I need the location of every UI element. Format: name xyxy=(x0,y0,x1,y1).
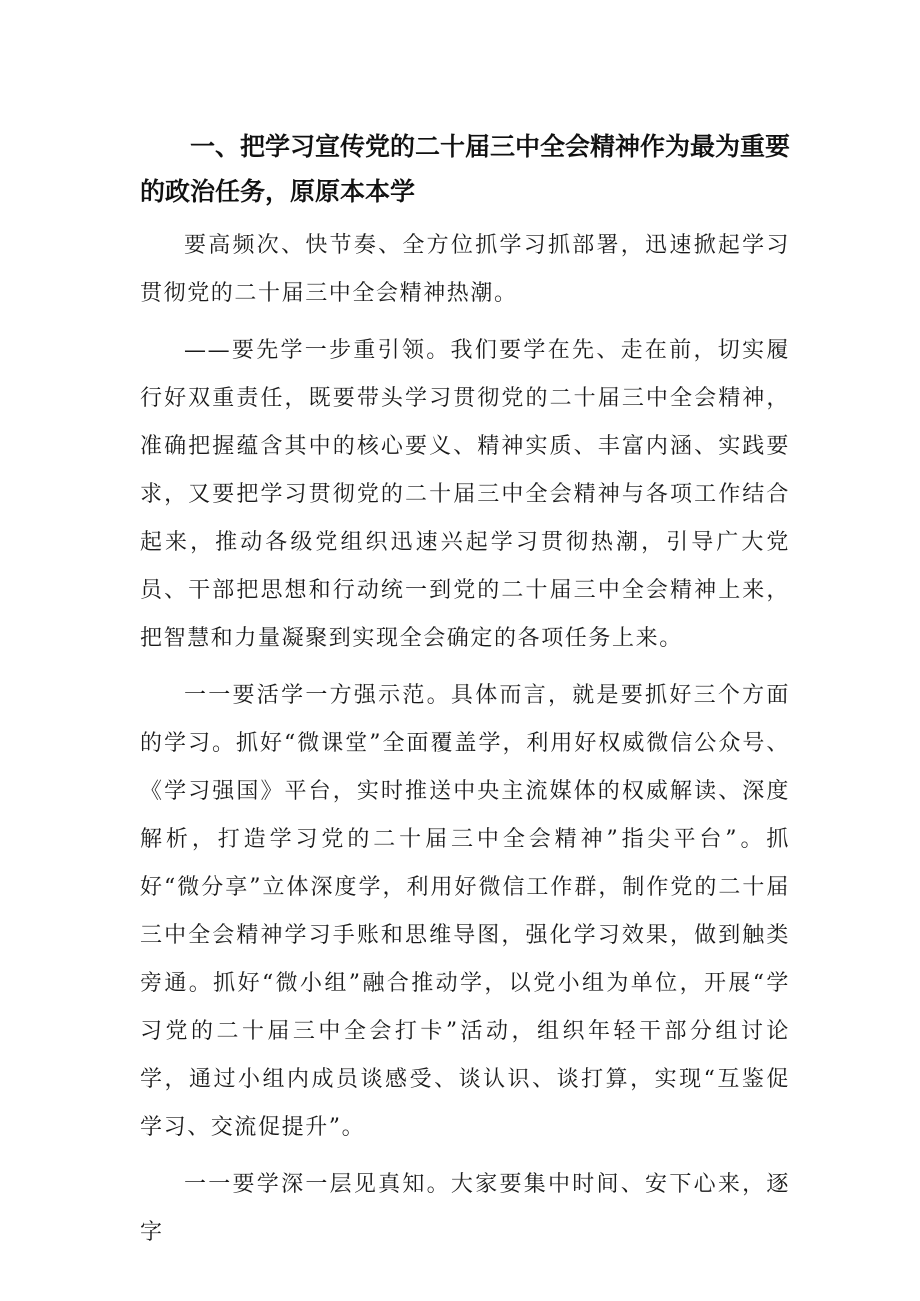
paragraph-active-study: 一一要活学一方强示范。具体而言，就是要抓好三个方面的学习。抓好“微课堂”全面覆盖学，利用好权威微信公众号、《学习强国》平台，实时推送中央主流媒体的权威解读、深度解析，打造学习党的二十届三中全会精神”指尖平台”。抓好“微分享”立体深度学，利用好微信工作群，制作党的二十届三中全会精神学习手账和思维导图，强化学习效果，做到触类旁通。抓好“微小组”融合推动学，以党小组为单位，开展“学习党的二十届三中全会打卡”活动，组织年轻干部分组讨论学，通过小组内成员谈感受、谈认识、谈打算，实现“互鉴促学习、交流促提升”。 xyxy=(140,683,790,1140)
paragraph-deep-study: 一一要学深一层见真知。大家要集中时间、安下心来，逐字 xyxy=(140,1172,790,1245)
section-heading: 一、把学习宣传党的二十届三中全会精神作为最为重要的政治任务，原原本本学 xyxy=(140,132,791,206)
document-body xyxy=(140,124,790,1266)
paragraph-study-first: ——要先学一步重引领。我们要学在先、走在前，切实履行好双重责任，既要带头学习贯彻党的二十届三中全会精神，准确把握蕴含其中的核心要义、精神实质、丰富内涵、实践要求，又要把学习贯彻党的二十届三中全会精神与各项工作结合起来，推动各级党组织迅速兴起学习贯彻热潮，引导广大党员、干部把思想和行动统一到党的二十届三中全会精神上来，把智慧和力量凝聚到实现全会确定的各项任务上来。 xyxy=(140,338,790,651)
intro-paragraph: 要高频次、快节奏、全方位抓学习抓部署，迅速掀起学习贯彻党的二十届三中全会精神热潮。 xyxy=(140,233,790,306)
